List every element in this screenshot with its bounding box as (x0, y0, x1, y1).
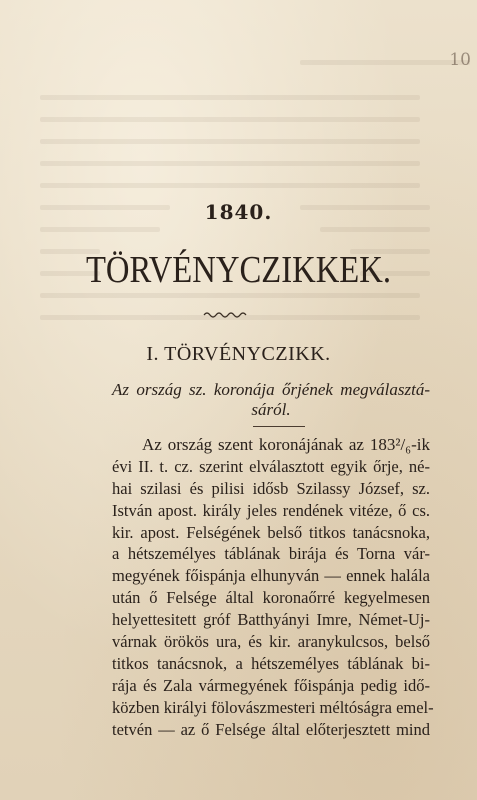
body-line: István apost. király jeles rendének vitéze, ő cs. (112, 500, 430, 520)
page-number: 10 (449, 50, 471, 70)
body-line: után ő Felsége által koronaőrré kegyelmesen (112, 588, 430, 608)
body-line: várnak örökös ura, és kir. aranykulcsos, belső (112, 632, 430, 652)
article-subtitle: Az ország sz. koronája őrjének megválasztá-sáról. (112, 380, 430, 419)
article-number: I. TÖRVÉNYCZIKK. (146, 343, 331, 365)
wave-ornament-icon (203, 311, 247, 319)
body-line: tetvén — az ő Felsége által előterjesztett mind (112, 719, 430, 739)
body-line: rája és Zala vármegyének főispánja pedig idő- (112, 675, 430, 695)
body-line: titkos tanácsnok, a hétszemélyes táblának bi- (112, 653, 430, 673)
body-line: helyettesitett gróf Batthyányi Imre, Német-Uj- (112, 610, 430, 630)
body-line: kir. apost. Felségének belső titkos tanácsnoka, (112, 522, 430, 542)
body-line: évi II. t. cz. szerint elválasztott egyik őrje, né- (112, 456, 430, 476)
body-line: hai szilasi és pilisi idősb Szilassy József, sz. (112, 478, 430, 498)
body-line: közben királyi fölovászmesteri méltóságra emel- (112, 697, 434, 717)
body-line: a hétszemélyes táblának birája és Torna vár- (112, 544, 430, 564)
year-heading: 1840. (204, 200, 273, 224)
article-body (112, 434, 434, 740)
body-line: megyének főispánja elhunyván — ennek halála (112, 566, 430, 586)
page-title: TÖRVÉNYCZIKKEK. (85, 249, 392, 291)
divider (253, 426, 305, 427)
body-line: Az ország szent koronájának az 183²/₆-ik (142, 435, 430, 454)
